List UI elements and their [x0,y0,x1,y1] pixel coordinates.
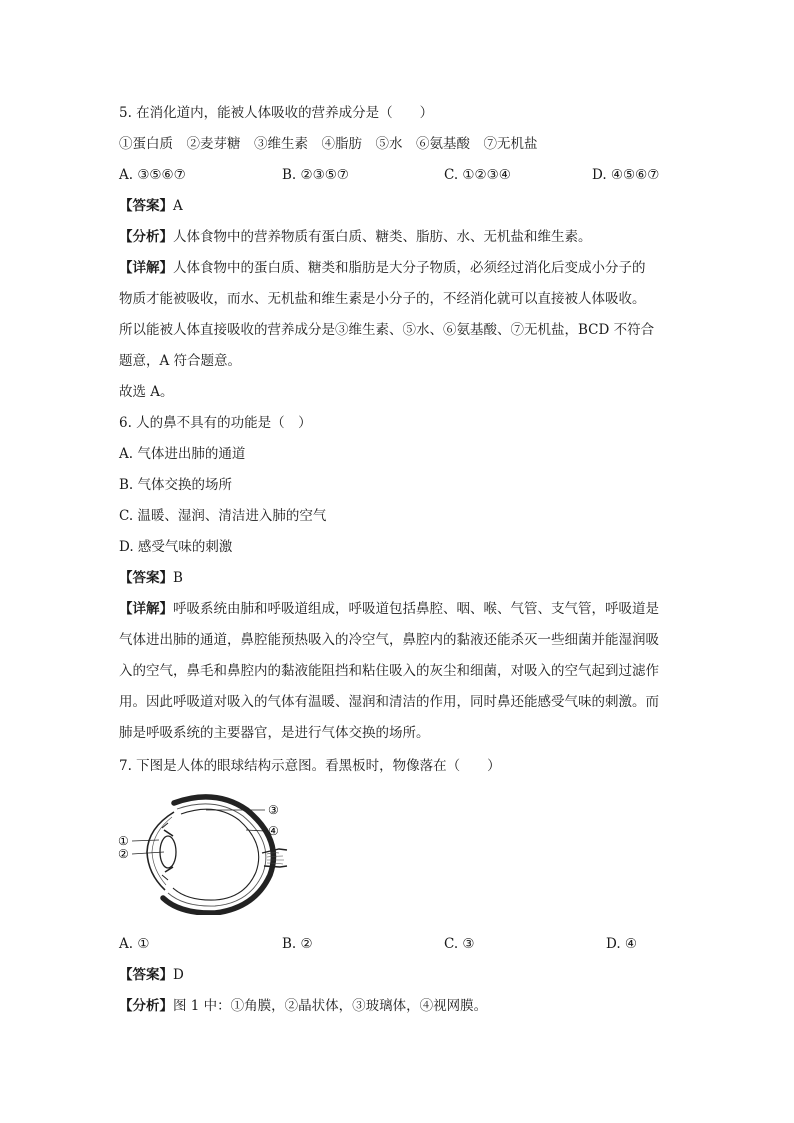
detail-text: 呼吸系统由肺和呼吸道组成，呼吸道包括鼻腔、咽、喉、气管、支气管，呼吸道是 [173,601,659,617]
figure-label-4: ④ [268,824,279,838]
answer-value: B [173,570,183,586]
q6-detail-line: 用。因此呼吸道对吸入的气体有温暖、湿润和清洁的作用，同时鼻还能感受气味的刺激。而 [119,694,659,710]
q5-option-d: D. ④⑤⑥⑦ [592,167,660,183]
detail-text: 人体食物中的蛋白质、糖类和脂肪是大分子物质，必须经过消化后变成小分子的 [173,260,646,276]
analysis-tag: 【分析】 [119,998,173,1014]
analysis-text: 人体食物中的营养物质有蛋白质、糖类、脂肪、水、无机盐和维生素。 [173,229,592,245]
q5-options [119,166,679,184]
figure-label-2: ② [118,847,129,861]
q7-option-c: C. ③ [444,936,475,952]
q5-answer [119,197,183,215]
q7-option-a: A. ① [119,936,150,952]
detail-tag: 【详解】 [119,601,173,617]
q6-answer [119,569,183,587]
q5-detail-line: 题意，A 符合题意。 [119,353,242,369]
q5-analysis [119,228,592,246]
q6-detail-line: 气体进出肺的通道，鼻腔能预热吸入的冷空气，鼻腔内的黏液还能杀灭一些细菌并能湿润吸 [119,632,659,648]
q5-question: 5. 在消化道内，能被人体吸收的营养成分是（ ） [119,105,434,121]
q6-detail-line: 入的空气，鼻毛和鼻腔内的黏液能阻挡和粘住吸入的灰尘和细菌，对吸入的空气起到过滤作 [119,663,659,679]
q5-detail-line: 物质才能被吸收，而水、无机盐和维生素是小分子的，不经消化就可以直接被人体吸收。 [119,291,646,307]
q5-items: ①蛋白质 ②麦芽糖 ③维生素 ④脂肪 ⑤水 ⑥氨基酸 ⑦无机盐 [119,136,538,152]
eyeball-diagram [115,790,290,915]
q5-option-a: A. ③⑤⑥⑦ [119,167,186,183]
q7-option-d: D. ④ [606,936,638,952]
q6-detail-line [119,600,659,618]
q7-options [119,935,679,953]
analysis-text: 图 1 中：①角膜，②晶状体，③玻璃体，④视网膜。 [173,998,488,1014]
answer-value: D [173,967,184,983]
q6-option-a: A. 气体进出肺的通道 [119,446,246,462]
q7-option-b: B. ② [282,936,313,952]
q5-conclusion: 故选 A。 [119,384,174,400]
q5-option-c: C. ①②③④ [444,167,511,183]
q5-option-b: B. ②③⑤⑦ [282,167,349,183]
q7-answer [119,966,184,984]
analysis-tag: 【分析】 [119,229,173,245]
q7-analysis [119,997,487,1015]
q6-detail-line: 肺是呼吸系统的主要器官，是进行气体交换的场所。 [119,725,430,741]
q5-detail-line: 所以能被人体直接吸收的营养成分是③维生素、⑤水、⑥氨基酸、⑦无机盐，BCD 不符合 [119,322,655,338]
figure-label-3: ③ [268,803,279,817]
q6-question: 6. 人的鼻不具有的功能是（ ） [119,415,312,431]
answer-value: A [173,198,183,214]
q6-option-d: D. 感受气味的刺激 [119,539,233,555]
detail-tag: 【详解】 [119,260,173,276]
q6-option-b: B. 气体交换的场所 [119,477,233,493]
answer-tag: 【答案】 [119,967,173,983]
answer-tag: 【答案】 [119,198,173,214]
q5-detail-line [119,259,646,277]
q6-option-c: C. 温暖、湿润、清洁进入肺的空气 [119,508,327,524]
figure-label-1: ① [118,834,129,848]
q7-question: 7. 下图是人体的眼球结构示意图。看黑板时，物像落在（ ） [119,758,501,774]
answer-tag: 【答案】 [119,570,173,586]
